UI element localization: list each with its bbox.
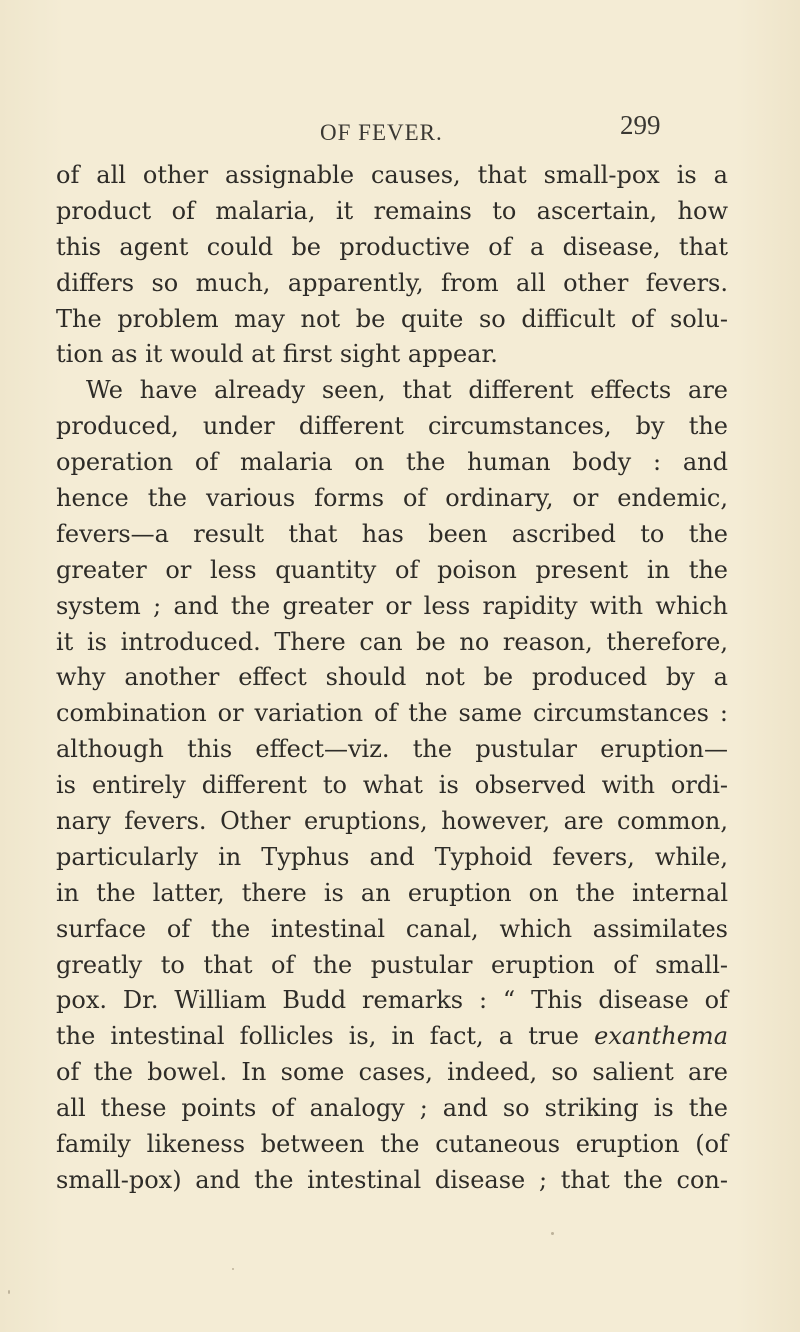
text-line: nary fevers. Other eruptions, however, are common, (56, 807, 728, 836)
text-segment: the intestinal follicles is, in fact, a true (56, 1022, 595, 1051)
text-line: greater or less quantity of poison present in the (56, 555, 728, 584)
text-line: pox. Dr. William Budd remarks : “ This disease of (56, 986, 728, 1015)
paper-speck (551, 1232, 554, 1235)
italic-term: exanthema (594, 1022, 728, 1051)
text-line: product of malaria, it remains to ascertain, how (56, 196, 728, 225)
text-line: hence the various forms of ordinary, or endemic, (56, 484, 728, 513)
running-head: OF FEVER. (320, 120, 443, 145)
text-line: this agent could be productive of a disease, that (56, 232, 728, 261)
text-line: of all other assignable causes, that small-pox is a (56, 161, 728, 189)
text-line: is entirely different to what is observed with ordi- (56, 771, 728, 800)
text-line: greatly to that of the pustular eruption of small- (56, 950, 728, 979)
text-line: surface of the intestinal canal, which assimilates (56, 914, 728, 943)
paper-speck (232, 1268, 234, 1270)
text-line: why another effect should not be produced by a (56, 663, 728, 692)
text-line: although this effect—viz. the pustular eruption— (56, 735, 728, 764)
text-line: system ; and the greater or less rapidity with which (56, 591, 728, 620)
text-line: We have already seen, that different effects are (86, 376, 728, 405)
text-line: tion as it would at first sight appear. (56, 340, 498, 369)
text-line: small-pox) and the intestinal disease ; that the con- (56, 1165, 728, 1194)
text-line-with-italic (56, 1019, 728, 1055)
text-line: in the latter, there is an eruption on the internal (56, 878, 728, 907)
text-line: it is introduced. There can be no reason, therefore, (56, 627, 728, 656)
text-line: particularly in Typhus and Typhoid fevers, while, (56, 842, 728, 871)
body-text (56, 158, 728, 1199)
text-line: produced, under different circumstances, by the (56, 412, 728, 441)
text-line: The problem may not be quite so difficult of solu- (56, 304, 728, 333)
text-line: operation of malaria on the human body : and (56, 448, 728, 477)
page-header (40, 110, 760, 154)
text-line: family likeness between the cutaneous eruption (of (56, 1130, 728, 1159)
text-line: combination or variation of the same circumstances : (56, 699, 728, 728)
text-line: of the bowel. In some cases, indeed, so salient are (56, 1058, 728, 1087)
paper-speck (8, 1290, 10, 1294)
text-line: differs so much, apparently, from all other fevers. (56, 268, 728, 297)
page-number: 299 (620, 110, 661, 140)
text-line: fevers—a result that has been ascribed to the (56, 519, 728, 548)
text-line: all these points of analogy ; and so striking is the (56, 1094, 728, 1123)
